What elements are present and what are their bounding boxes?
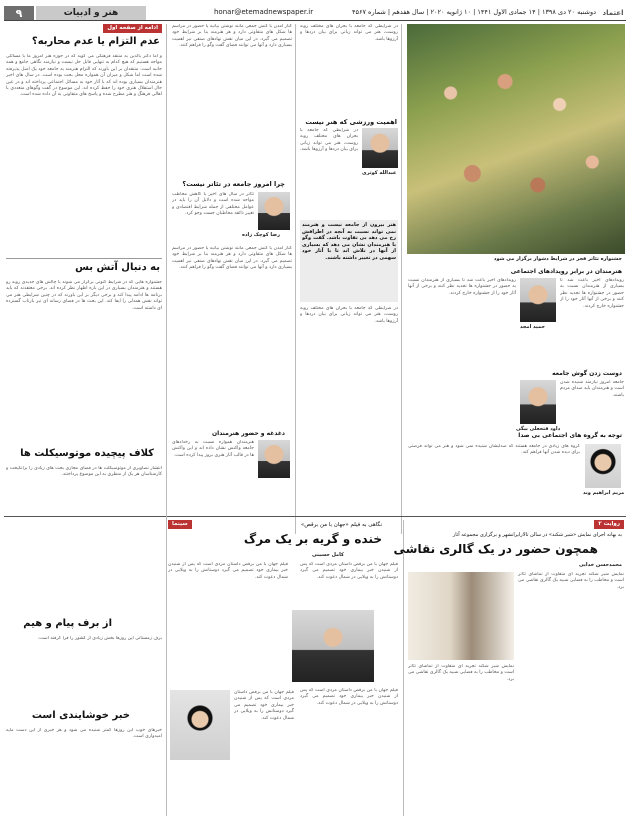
author-photo-koochakzadeh: [258, 192, 290, 230]
bottom-center-kicker: سینما: [168, 520, 192, 529]
center-top-body: کنار آمدن با کنش جمعی مانند نوشتن بیانیه یا حضور در مراسم ها شکل های متفاوتی دارد و هر هنرمند بنا بر شرایط خود تصمیم می گیرد. در این میان نقش نهادهای صنفی نیز اهمیت بسیاری دارد و آنها می توانند فضای گفت وگو را فراهم کنند.: [172, 24, 292, 49]
festival-crowd-photo: [407, 24, 625, 254]
bottom-center-body-a: فیلم جهان با من برقص داستان مردی است که پس از شنیدن خبر بیماری خود تصمیم می گیرد دوستانش را به ویلایی در شمال دعوت کند.: [300, 562, 398, 580]
section-name: هنر و ادبیات: [36, 6, 146, 20]
bottom-center-body-c: فیلم جهان با من برقص داستان مردی است که پس از شنیدن خبر بیماری خود تصمیم می گیرد دوستانش را به ویلایی در شمال دعوت کند.: [300, 688, 398, 706]
block1-body-cont: رویدادهای اخیر باعث شد تا بسیاری از هنرمندان نسبت به حضور در جشنواره ها تجدید نظر کنند و برخی از آنها آثار خود را از جشنواره خارج کردند.: [408, 278, 516, 296]
bottom-right-author: محمدحسن خدایی: [578, 562, 622, 568]
author-photo-amjad: [520, 278, 556, 322]
photo-caption: جشنواره تئاتر فجر در شرایط دشوار برگزار می شود: [493, 256, 622, 262]
block2-author: داود فتحعلی بیگی: [516, 426, 561, 432]
center-bottom-body: هنرمندان همواره نسبت به رخدادهای جامعه واکنش نشان داده اند و این واکنش ها در قالب آثار هنری بروز پیدا کرده است.: [172, 440, 254, 458]
block1-author: حمید امجد: [520, 324, 545, 330]
newspaper-logo: اعتماد: [602, 9, 624, 17]
bottom-center-small-title: نگاهی به فیلم «جهان با من برقص»: [300, 522, 382, 528]
author-photo-fathalibeigi: [520, 380, 556, 424]
dateline: دوشنبه ۲۰ دی ۱۳۹۸ | ۱۴ جمادی الاول ۱۴۴۱ | ۱۰ ژانویه ۲۰۲۰ | سال هفدهم | شماره ۴۵۶۷: [352, 8, 596, 16]
mid-right-title: اهمیت ورزشی که هنر نیست: [305, 118, 397, 126]
block3-body: گروه های زیادی در جامعه هستند که صدایشان شنیده نمی شود و هنر می تواند فرصتی برای دیده شدن آنها فراهم کند.: [408, 444, 580, 456]
bottom-center-body-d: فیلم جهان با من برقص داستان مردی است که پس از شنیدن خبر بیماری خود تصمیم می گیرد دوستانش را به ویلایی در شمال دعوت کند.: [234, 690, 294, 721]
mid-right-body-bottom: در شرایطی که جامعه با بحران های مختلف روبه روست، هنر می تواند زبانی برای بیان دردها و آرزوها باشد.: [300, 306, 398, 324]
bottom-left3-body: خبرهای خوب این روزها کمتر شنیده می شود و هر خبری از این دست مایه امیدواری است.: [6, 728, 162, 740]
gallery-performance-photo: [408, 572, 514, 660]
bottom-left2-title: از برف پیام و هیم: [23, 618, 112, 629]
bottom-center-body-b: فیلم جهان با من برقص داستان مردی است که پس از شنیدن خبر بیماری خود تصمیم می گیرد دوستانش را به ویلایی در شمال دعوت کند.: [168, 562, 288, 580]
left-top-body: و اما دکتر بالدین به منتقد فرهنگی می گوید که در حوزه هنر امروز ما با مسائلی مواجه هستیم که هیچ کدام به تنهایی قابل حل نیست و نیازمند نگاهی جامع و همه جانبه است. منتقدان بر این باورند که التزام هنرمند به جامعه خود یک اصل پذیرفته شده است اما شکل و میزان آن همواره محل بحث بوده است. در سال های اخیر هنرمندان بسیاری بوده اند که با آثار خود به مسائل اجتماعی پرداخته اند و در عین حال استقلال هنری خود را حفظ کرده اند. این موضوع در گفت وگوهای متعددی با اهالی فرهنگ و هنر مطرح شده و پاسخ های متفاوتی به آن داده شده است.: [6, 54, 162, 98]
bottom-center-author: کامل حسینی: [312, 552, 344, 558]
film-still-woman: [170, 690, 230, 760]
block3-title: توجه به گروه های اجتماعی بی صدا: [518, 432, 622, 439]
block2-title: دوست زدن گوش جامعه: [552, 370, 622, 377]
center-box-title: چرا امروز جامعه در تئاتر نیست؟: [182, 180, 285, 188]
author-photo-kowsari: [362, 128, 398, 168]
film-still-man: [292, 610, 374, 682]
bottom-left2-body: برف زمستانی این روزها بخش زیادی از کشور را فرا گرفته است.: [37, 636, 162, 641]
block1-title: هنرمندان در برابر رویدادهای اجتماعی: [510, 268, 622, 275]
mid-right-author: عبدالله کوثری: [362, 170, 397, 176]
left-kicker: ادامه از صفحه اول: [103, 24, 162, 33]
center-box-body: تئاتر در سال های اخیر با کاهش مخاطب مواجه شده است و دلایل آن را باید در عوامل مختلفی از جمله شرایط اقتصادی و تغییر ذائقه مخاطبان جست وجو کرد.: [172, 192, 254, 217]
bottom-left1-title: کلاف پیچیده موتوسیکلت ها: [20, 448, 154, 459]
bottom-right-body-b: نمایش شیر شکند تجربه ای متفاوت از تماشای تئاتر است و مخاطب را به فضایی شبیه یک گالری نقاشی می برد.: [408, 664, 514, 682]
left-mid-title: به دنبال آتش بس: [75, 262, 160, 273]
center-bottom-title: دغدغه و حضور هنرمندان: [212, 430, 285, 437]
bottom-left3-title: خبر خوشایندی است: [31, 710, 130, 721]
block3-author: مریم ابراهیم وند: [583, 490, 625, 496]
left-mid-body: جشنواره هایی که در شرایط کنونی برگزار می شوند با چالش های جدیدی روبه رو هستند و هنرمندان بسیاری در این باره اظهار نظر کرده اند. برخی معتقدند که باید برنامه ها ادامه پیدا کند و برخی دیگر بر این باورند که در چنین شرایطی هنر می تواند نقش همدلی را ایفا کند. این بحث ها در فضای رسانه ای نیز بازتاب گسترده ای داشته است.: [6, 280, 162, 311]
author-photo-ebrahimvand: [585, 444, 621, 488]
pull-quote: هنر بیرون از جامعه نیست و هنرمند نمی تواند نسبت به آنچه در اطرافش رخ می دهد بی تفاوت باشد. گفت وگو با هنرمندان نشان می دهد که بسیاری از آنها در تلاش اند تا با آثار خود سهمی در تغییر داشته باشند.: [302, 222, 396, 261]
bottom-right-body-a: نمایش شیر شکند تجربه ای متفاوت از تماشای تئاتر است و مخاطب را به فضایی شبیه یک گالری نقاشی می برد.: [518, 572, 624, 590]
bottom-right-title: همچون حضور در یک گالری نقاشی: [393, 542, 598, 556]
center-body-cont: کنار آمدن با کنش جمعی مانند نوشتن بیانیه یا حضور در مراسم ها شکل های متفاوتی دارد و هر هنرمند بنا بر شرایط خود تصمیم می گیرد. در این میان نقش نهادهای صنفی نیز اهمیت بسیاری دارد و آنها می توانند فضای گفت وگو را فراهم کنند.: [172, 246, 292, 271]
bottom-right-lead: به بهانه اجرای نمایش «شیر شکند» در سالن تالارایرانشهر و برگزاری مجموعه آثار: [452, 532, 622, 538]
block1-body: رویدادهای اخیر باعث شد تا بسیاری از هنرمندان نسبت به حضور در جشنواره ها تجدید نظر کنند و برخی از آنها آثار خود را از جشنواره خارج کردند.: [560, 278, 624, 309]
bottom-left1-body: انتشار تصاویری از موتوسیکلت ها در فضای مجازی بحث های زیادی را برانگیخت و کارشناسان هر یک از منظری به این موضوع پرداختند.: [6, 466, 162, 478]
page-header: [4, 6, 626, 21]
mid-right-body: در شرایطی که جامعه با بحران های مختلف روبه روست، هنر می تواند زبانی برای بیان دردها و آرزوها باشد.: [300, 128, 358, 153]
mid-right-body-top: در شرایطی که جامعه با بحران های مختلف روبه روست، هنر می تواند زبانی برای بیان دردها و آرزوها باشد.: [300, 24, 398, 42]
center-box-author: رضا کوچک زاده: [242, 232, 280, 238]
bottom-center-title: خنده و گریه بر یک مرگ: [243, 532, 382, 546]
author-photo-center-bottom: [258, 440, 290, 478]
section-email[interactable]: honar@etemadnewspaper.ir: [214, 8, 314, 16]
bottom-right-kicker: روایت ۲: [594, 520, 624, 529]
page-number: ۹: [4, 6, 34, 20]
left-top-title: عدم التزام یا عدم محاربه؟: [31, 36, 160, 47]
block2-body: جامعه امروز نیازمند شنیده شدن است و هنرمندان باید صدای مردم باشند.: [560, 380, 624, 398]
